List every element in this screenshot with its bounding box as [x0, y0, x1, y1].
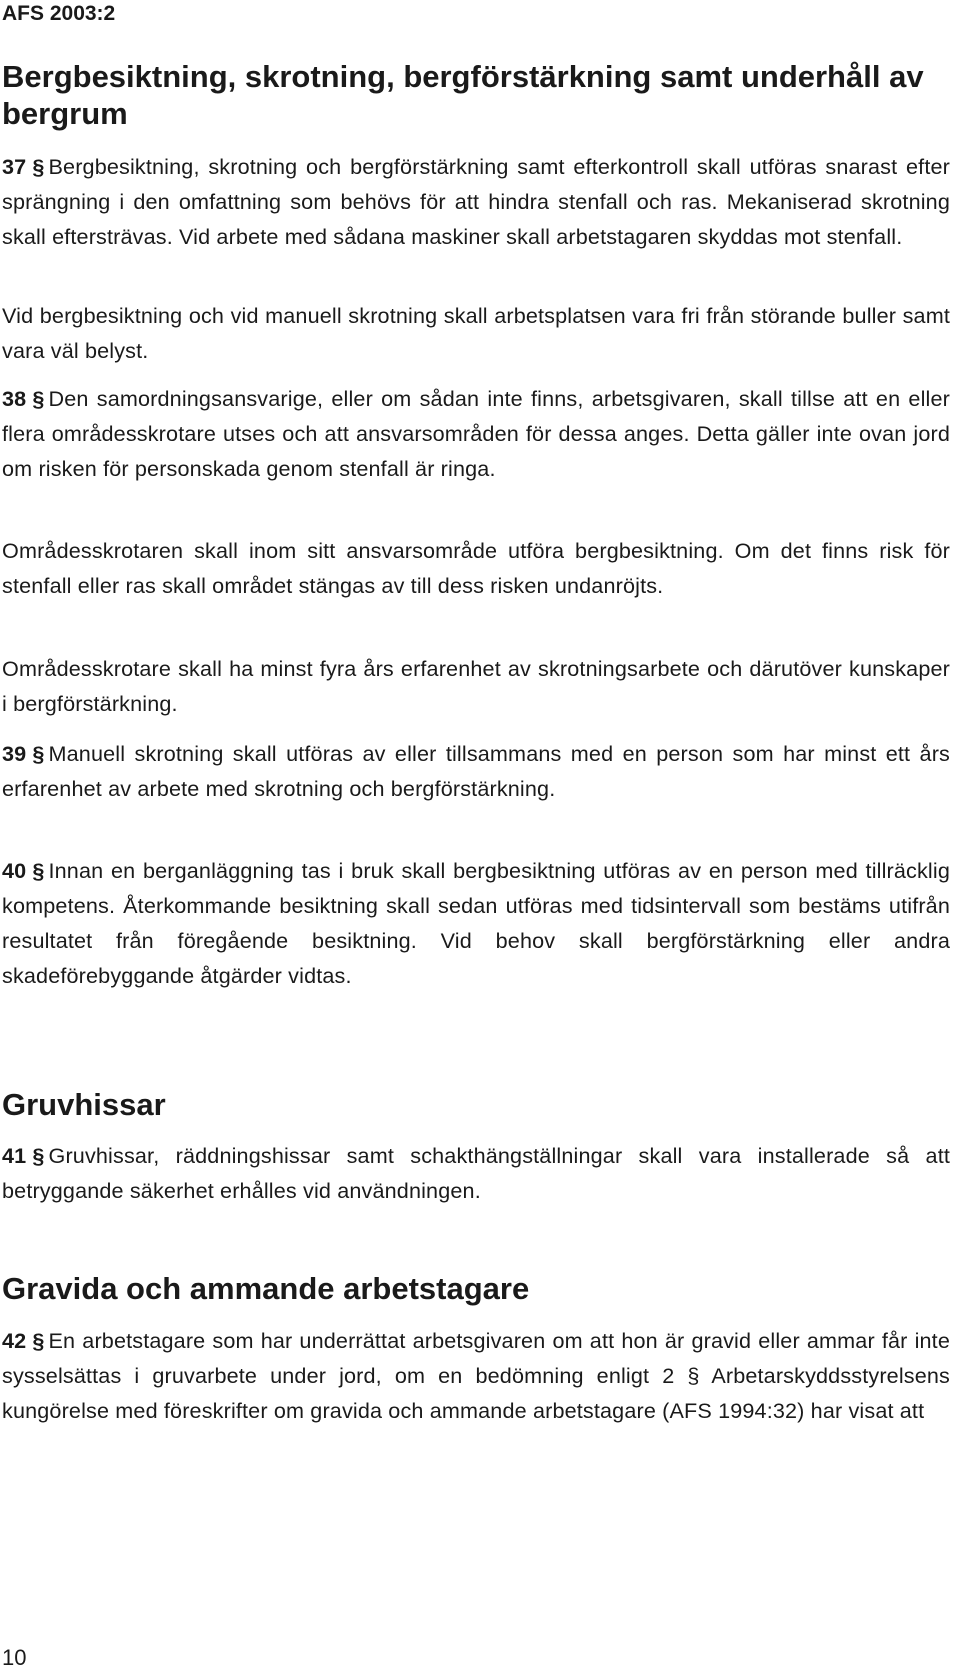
paragraph-text: Manuell skrotning skall utföras av eller tillsammans med en person som har minst ett års erfarenhet av arbete med skrotning och bergförstärkning.: [2, 741, 950, 801]
section-heading-bergbesiktning: Bergbesiktning, skrotning, bergförstärkning samt underhåll av bergrum: [2, 59, 924, 131]
section-sign: §: [32, 386, 45, 411]
paragraph-text: En arbetstagare som har underrättat arbetsgivaren om att hon är gravid eller ammar får inte sysselsättas i gruvarbete under jord, om en bedömning enligt 2 § Arbetarskyddsstyrelsens kungörelse med föreskrifter om gravida och ammande arbetstagare (AFS 1994:32) har visat att: [2, 1328, 950, 1423]
paragraph-number: 40: [2, 858, 27, 883]
section-sign: §: [32, 1328, 45, 1353]
running-head: AFS 2003:2: [2, 2, 116, 25]
paragraph-text: Bergbesiktning, skrotning och bergförstärkning samt efterkontroll skall utföras snarast efter sprängning i den omfattning som behövs för att hindra stenfall och ras. Mekaniserad skrotning skall eftersträvas. Vid arbete med sådana maskiner skall arbetstagaren skyddas mot stenfall.: [2, 154, 950, 249]
paragraph-text: Den samordningsansvarige, eller om sådan inte finns, arbetsgivaren, skall tillse att en eller flera områdesskrotare utses och att ansvarsområden för dessa anges. Detta gäller inte ovan jord om risken för personskada genom stenfall är ringa.: [2, 386, 950, 481]
paragraph-text: Områdesskrotaren skall inom sitt ansvarsområde utföra bergbesiktning. Om det finns risk för stenfall eller ras skall området stängas av till dess risken undanröjts.: [2, 538, 950, 598]
section-sign: §: [32, 154, 45, 179]
paragraph-text: Gruvhissar, räddningshissar samt schakthängställningar skall vara installerade så att betryggande säkerhet erhålles vid användningen.: [2, 1143, 950, 1203]
paragraph-42: [2, 1323, 950, 1428]
section-heading-gravida: Gravida och ammande arbetstagare: [2, 1271, 530, 1306]
page-number: 10: [2, 1645, 27, 1670]
paragraph-38-cont-1: [2, 533, 950, 603]
paragraph-37: [2, 149, 950, 254]
section-sign: §: [32, 1143, 45, 1168]
section-sign: §: [32, 741, 45, 766]
paragraph-text: Innan en berganläggning tas i bruk skall bergbesiktning utföras av en person med tillräcklig kompetens. Återkommande besiktning skall sedan utföras med tidsintervall som bestäms utifrån resultatet från föregående besiktning. Vid behov skall bergförstärkning eller andra skadeförebyggande åtgärder vidtas.: [2, 858, 950, 988]
paragraph-40: [2, 853, 950, 993]
paragraph-38: [2, 381, 950, 486]
paragraph-text: Områdesskrotare skall ha minst fyra års erfarenhet av skrotningsarbete och därutöver kunskaper i bergförstärkning.: [2, 656, 950, 716]
paragraph-37-cont: [2, 298, 950, 368]
paragraph-number: 37: [2, 154, 27, 179]
paragraph-number: 38: [2, 386, 27, 411]
paragraph-38-cont-2: [2, 651, 950, 721]
paragraph-number: 39: [2, 741, 27, 766]
section-sign: §: [32, 858, 45, 883]
paragraph-text: Vid bergbesiktning och vid manuell skrotning skall arbetsplatsen vara fri från störande buller samt vara väl belyst.: [2, 303, 950, 363]
paragraph-39: [2, 736, 950, 806]
paragraph-number: 42: [2, 1328, 27, 1353]
paragraph-number: 41: [2, 1143, 27, 1168]
paragraph-41: [2, 1138, 950, 1208]
section-heading-gruvhissar: Gruvhissar: [2, 1087, 166, 1122]
